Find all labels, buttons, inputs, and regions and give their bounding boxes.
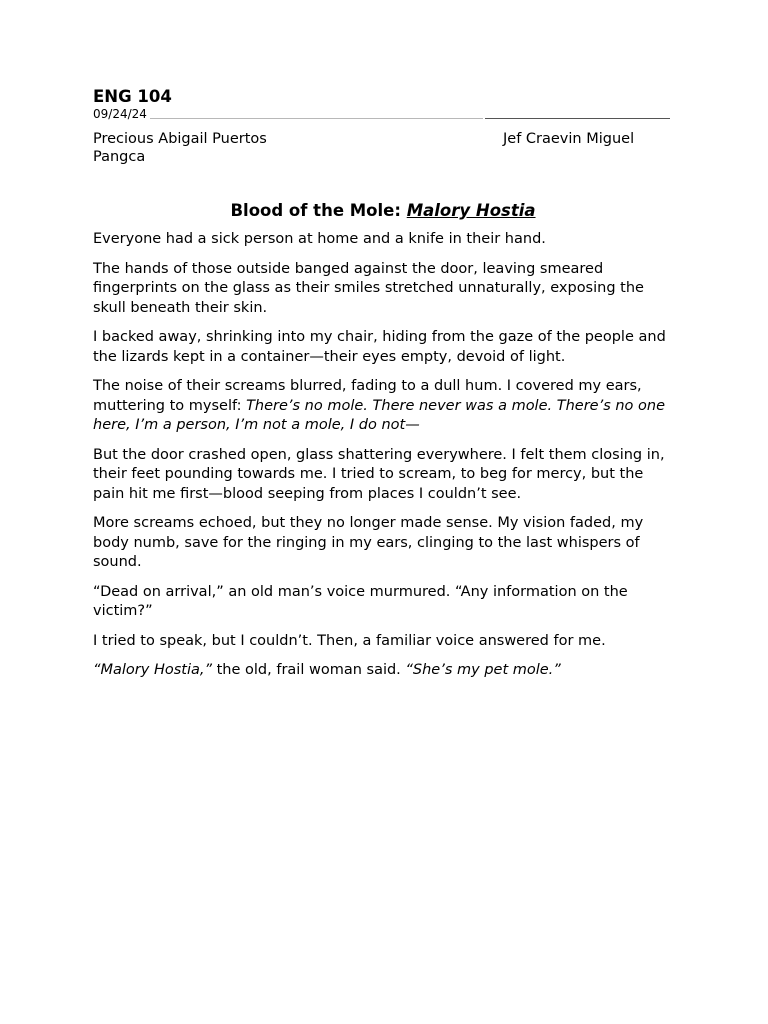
header-divider <box>150 118 483 119</box>
date: 09/24/24 <box>93 107 147 121</box>
paragraph-4 <box>93 377 673 436</box>
paragraph-6: More screams echoed, but they no longer made sense. My vision faded, my body numb, save for the ringing in my ears, clinging to the last whispers of sound. <box>93 515 644 570</box>
paragraph-1: Everyone had a sick person at home and a knife in their hand. <box>93 231 546 247</box>
paragraph-9 <box>93 661 673 681</box>
story-title <box>93 200 673 222</box>
paragraph-9-text: the old, frail woman said. <box>212 662 406 678</box>
author-left: Precious Abigail Puertos Pangca <box>93 131 267 165</box>
story-body <box>93 230 673 691</box>
title-subtitle: Malory Hostia <box>406 201 536 220</box>
paragraph-9-quote-name: “Malory Hostia,” <box>93 662 213 678</box>
paragraph-3: I backed away, shrinking into my chair, hiding from the gaze of the people and the lizards kept in a container—their eyes empty, devoid of light. <box>93 329 666 365</box>
title-main: Blood of the Mole: <box>230 201 407 220</box>
paragraph-7: “Dead on arrival,” an old man’s voice murmured. “Any information on the victim?” <box>93 583 628 619</box>
paragraph-4-text: The noise of their screams blurred, fading to a dull hum. I covered my ears, muttering to myself: <box>93 378 642 414</box>
paragraph-9-quote: “She’s my pet mole.” <box>405 662 561 678</box>
document-page <box>93 0 673 1024</box>
paragraph-8: I tried to speak, but I couldn’t. Then, a familiar voice answered for me. <box>93 632 606 649</box>
paragraph-2: The hands of those outside banged against the door, leaving smeared fingerprints on the glass as their smiles stretched unnaturally, exposing the skull beneath their skin. <box>93 260 644 316</box>
paragraph-5: But the door crashed open, glass shattering everywhere. I felt them closing in, their feet pounding towards me. I tried to scream, to beg for mercy, but the pain hit me first—blood seeping from places I couldn’t see. <box>93 446 665 502</box>
author-right: Jef Craevin Miguel <box>503 131 635 147</box>
paragraph-4-italic: There’s no mole. There never was a mole. There’s no one here, I’m a person, I’m not a mole, I do not— <box>93 397 666 433</box>
signature-line <box>485 118 670 119</box>
course-code: ENG 104 <box>93 87 172 106</box>
